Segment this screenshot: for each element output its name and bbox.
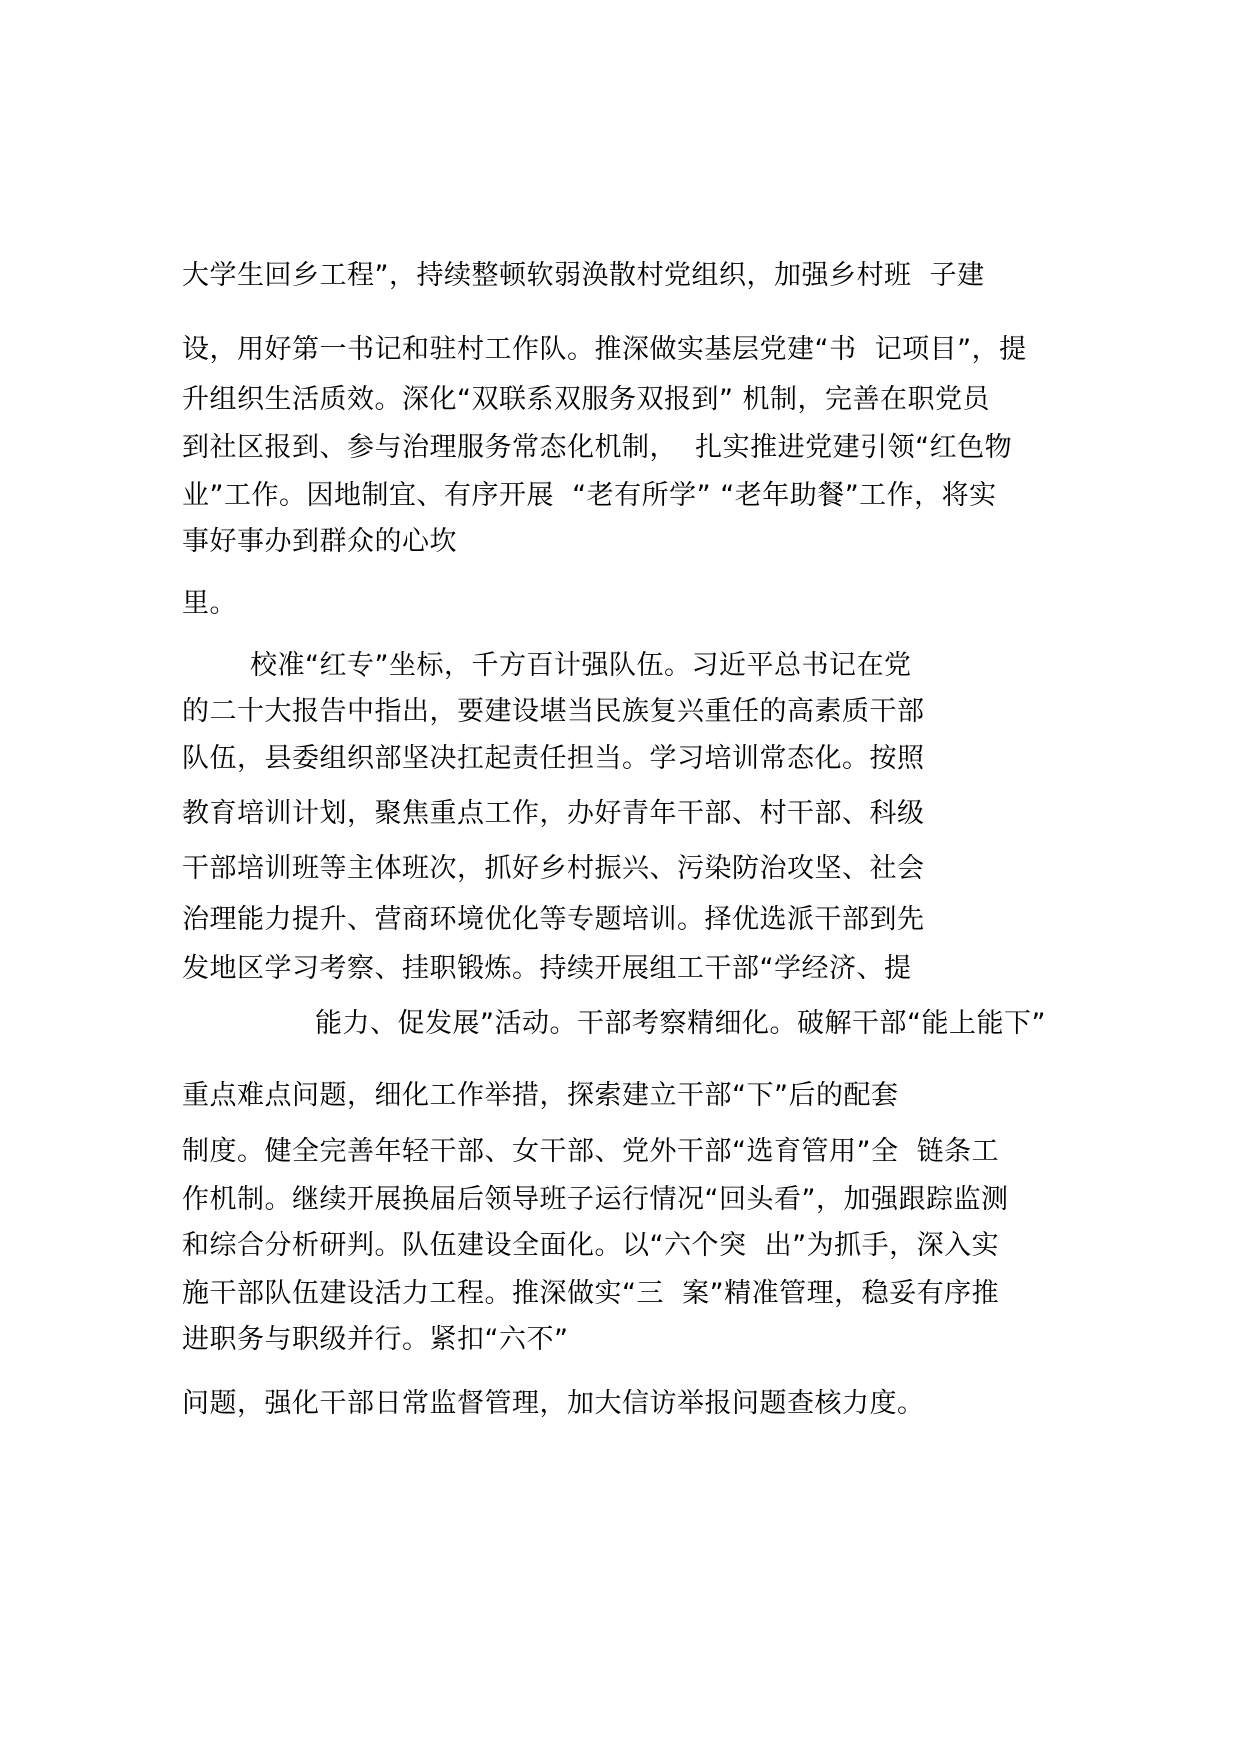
text-line: 大学生回乡工程”，持续整顿软弱涣散村党组织，加强乡村班 子建 [182, 260, 985, 291]
text-line: 业”工作。因地制宜、有序开展 “老有所学” “老年助餐”工作，将实 [182, 480, 997, 511]
text-line: 设，用好第一书记和驻村工作队。推深做实基层党建“书 记项目”，提 [182, 334, 1027, 365]
text-line: 的二十大报告中指出，要建设堪当民族复兴重任的高素质干部 [182, 696, 925, 727]
text-line: 到社区报到、参与治理服务常态化机制， 扎实推进党建引领“红色物 [182, 432, 1013, 463]
text-line: 治理能力提升、营商环境优化等专题培训。择优选派干部到先 [182, 904, 925, 935]
text-line: 干部培训班等主体班次，抓好乡村振兴、污染防治攻坚、社会 [182, 853, 925, 884]
text-line: 作机制。继续开展换届后领导班子运行情况“回头看”，加强跟踪监测 [182, 1184, 1009, 1215]
text-line: 问题，强化干部日常监督管理，加大信访举报问题查核力度。 [182, 1388, 925, 1419]
text-line: 制度。健全完善年轻干部、女干部、党外干部“选育管用”全 链条工 [182, 1136, 1000, 1167]
text-line: 重点难点问题，细化工作举措，探索建立干部“下”后的配套 [182, 1080, 899, 1111]
text-line: 和综合分析研判。队伍建设全面化。以“六个突 出”为抓手，深入实 [182, 1230, 1000, 1261]
text-line: 发地区学习考察、挂职锻炼。持续开展组工干部“学经济、提 [182, 953, 912, 984]
text-line: 进职务与职级并行。紧扣“六不” [182, 1324, 569, 1355]
text-line: 事好事办到群众的心坎 [182, 526, 457, 557]
text-line: 里。 [182, 588, 237, 619]
text-line: 能力、促发展”活动。干部考察精细化。破解干部“能上能下” [315, 1008, 1046, 1039]
text-line: 校准“红专”坐标，千方百计强队伍。习近平总书记在党 [250, 650, 912, 681]
text-line: 升组织生活质效。深化“双联系双服务双报到” 机制，完善在职党员 [182, 384, 991, 415]
text-line: 施干部队伍建设活力工程。推深做实“三 案”精准管理，稳妥有序推 [182, 1278, 1000, 1309]
text-line: 教育培训计划，聚焦重点工作，办好青年干部、村干部、科级 [182, 798, 925, 829]
text-line: 队伍，县委组织部坚决扛起责任担当。学习培训常态化。按照 [182, 743, 925, 774]
